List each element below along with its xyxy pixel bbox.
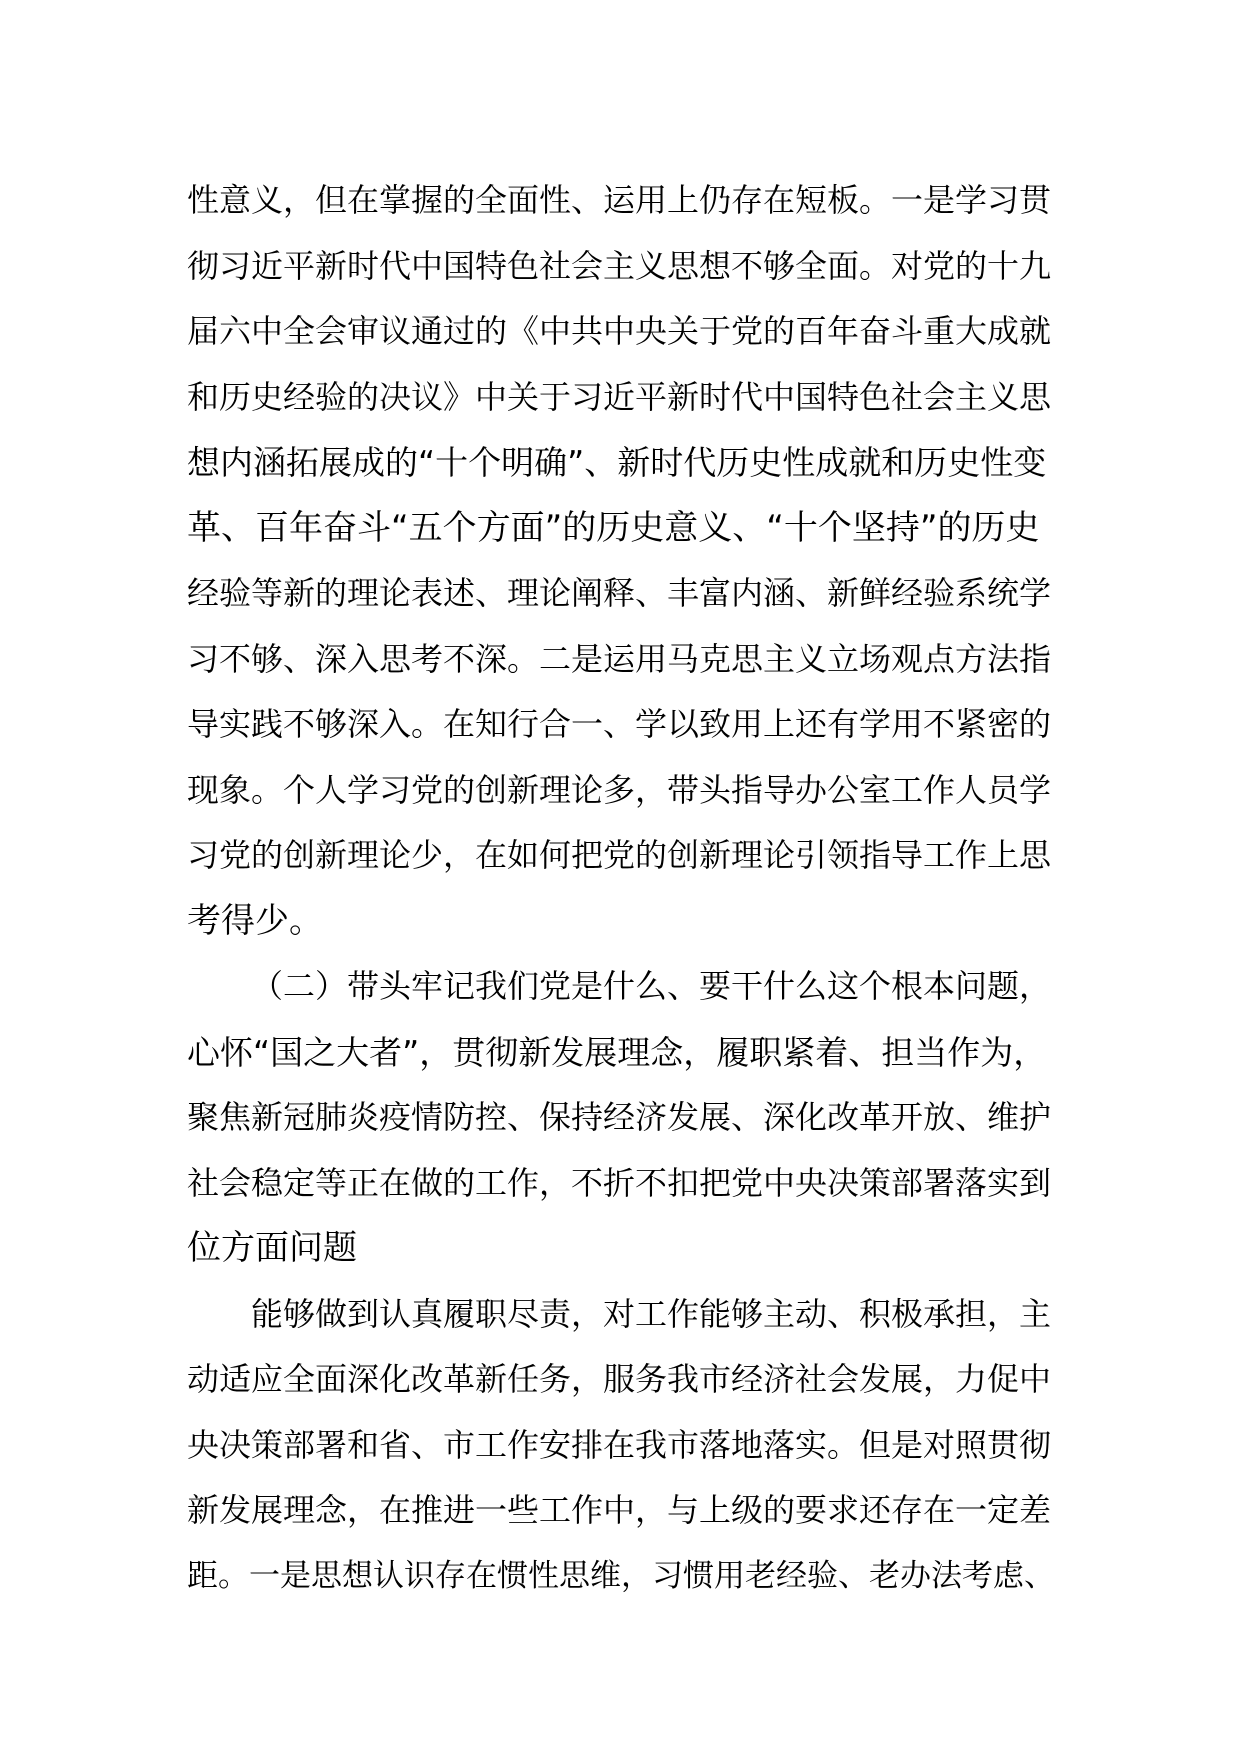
paragraph-line: 届六中全会审议通过的《中共中央关于党的百年奋斗重大成就 — [187, 312, 1052, 350]
document-page — [187, 168, 1057, 1609]
section-heading-line: 位方面问题 — [187, 1228, 357, 1268]
paragraph-line: 动适应全面深化改革新任务，服务我市经济社会发展，力促中 — [187, 1360, 1052, 1398]
paragraph-line: 导实践不够深入。在知行合一、学以致用上还有学用不紧密的 — [187, 705, 1052, 743]
paragraph-line: 现象。个人学习党的创新理论多，带头指导办公室工作人员学 — [187, 770, 1052, 809]
paragraph-line: 习不够、深入思考不深。二是运用马克思主义立场观点方法指 — [187, 639, 1052, 678]
paragraph-line: 距。一是思想认识存在惯性思维，习惯用老经验、老办法考虑、 — [187, 1557, 1055, 1594]
paragraph-line: 央决策部署和省、市工作安排在我市落地落实。但是对照贯彻 — [187, 1425, 1052, 1464]
paragraph-line: 想内涵拓展成的“十个明确”、新时代历史性成就和历史性变 — [187, 443, 1047, 482]
paragraph-line: 习党的创新理论少，在如何把党的创新理论引领指导工作上思 — [187, 836, 1052, 874]
paragraph-line: 性意义，但在掌握的全面性、运用上仍存在短板。一是学习贯 — [187, 181, 1052, 219]
paragraph-line: 和历史经验的决议》中关于习近平新时代中国特色社会主义思 — [187, 377, 1052, 416]
paragraph-line: 革、百年奋斗“五个方面”的历史意义、“十个坚持”的历史 — [187, 507, 1040, 548]
paragraph-line: 经验等新的理论表述、理论阐释、丰富内涵、新鲜经验系统学 — [187, 574, 1052, 612]
paragraph-line: 彻习近平新时代中国特色社会主义思想不够全面。对党的十九 — [187, 246, 1052, 285]
paragraph-line: 考得少。 — [187, 900, 323, 941]
section-heading-line: 社会稳定等正在做的工作，不折不扣把党中央决策部署落实到 — [187, 1163, 1052, 1202]
section-heading-line: （二）带头牢记我们党是什么、要干什么这个根本问题， — [251, 967, 1052, 1005]
paragraph-line: 能够做到认真履职尽责，对工作能够主动、积极承担，主 — [251, 1294, 1052, 1333]
section-heading-line: 心怀“国之大者”，贯彻新发展理念，履职紧着、担当作为， — [187, 1032, 1047, 1072]
paragraph-line: 新发展理念，在推进一些工作中，与上级的要求还存在一定差 — [187, 1491, 1052, 1529]
section-heading-line: 聚焦新冠肺炎疫情防控、保持经济发展、深化改革开放、维护 — [187, 1098, 1052, 1136]
